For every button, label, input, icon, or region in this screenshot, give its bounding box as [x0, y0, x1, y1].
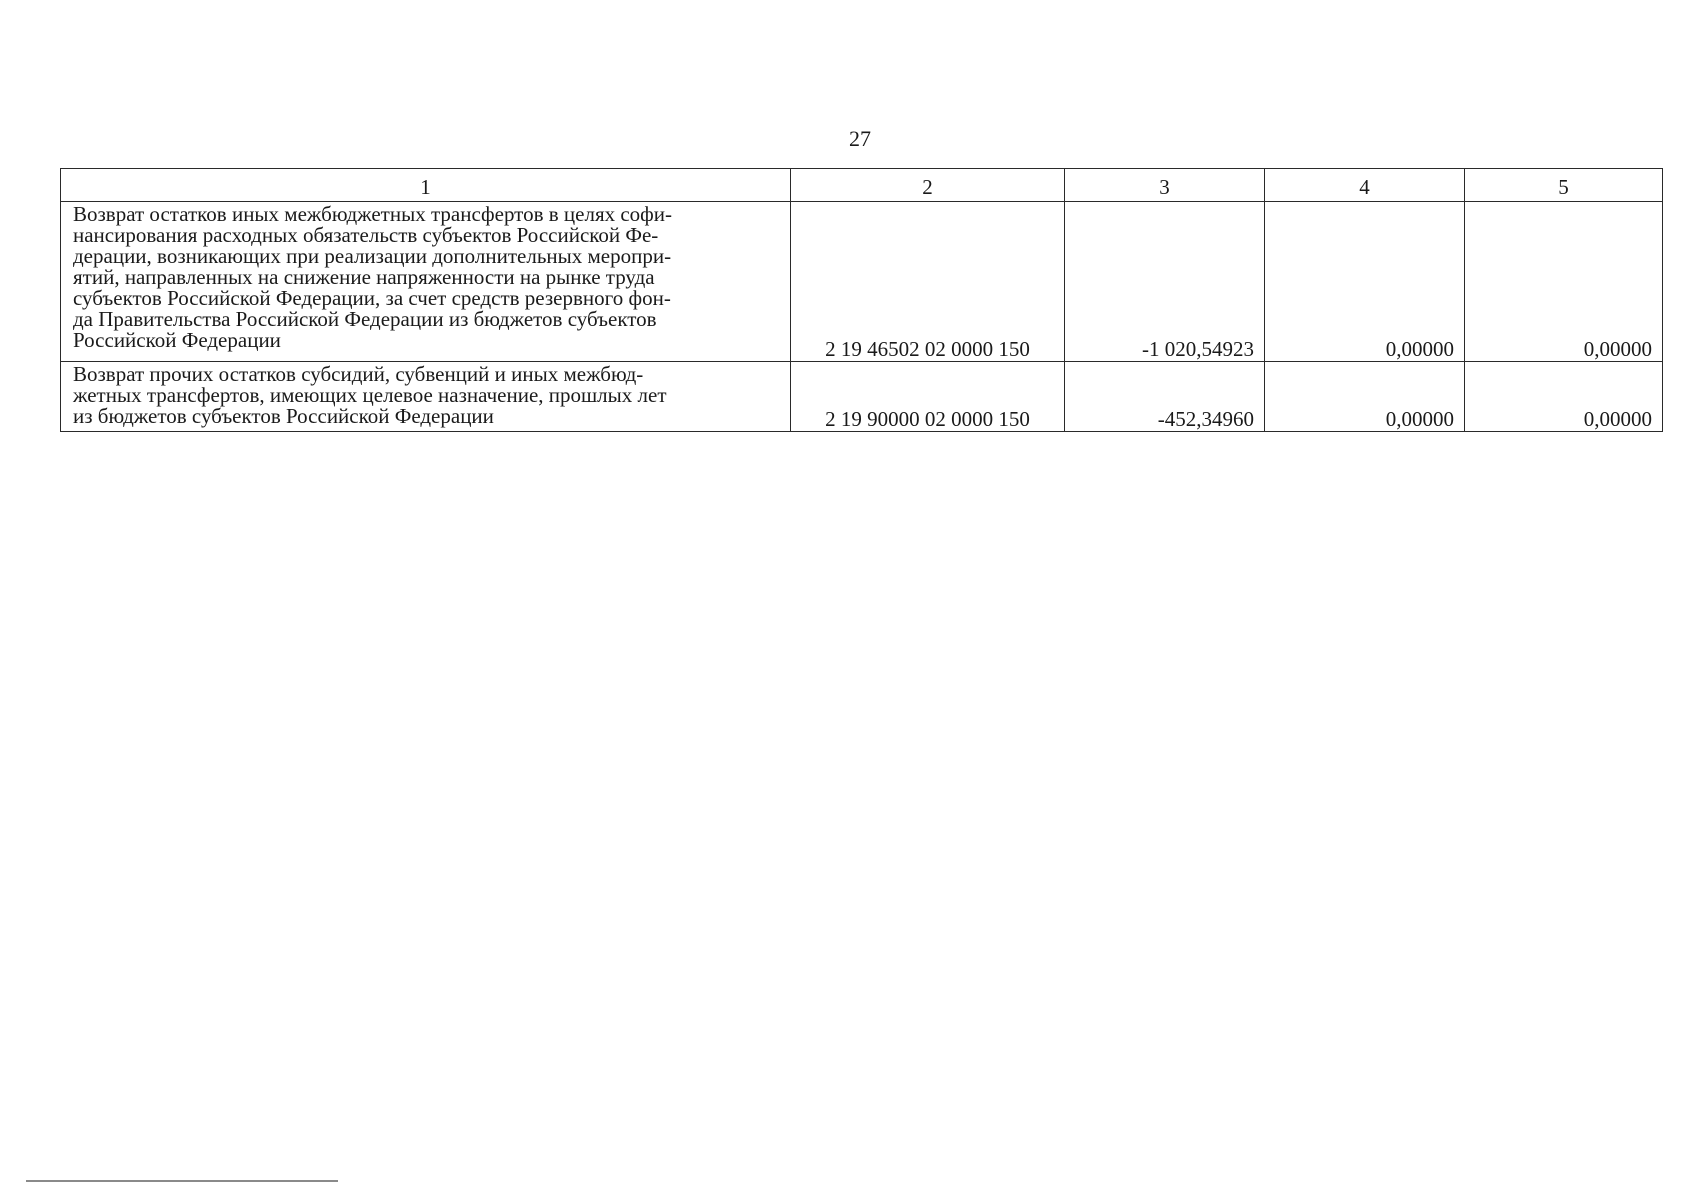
row-code-cell: 2 19 46502 02 0000 150 — [791, 202, 1065, 362]
row-name-line: дерации, возникающих при реализации дополнительных меропри- — [73, 244, 672, 268]
table-row — [61, 362, 1663, 432]
row-name-cell — [61, 202, 791, 362]
row-col5-cell: 0,00000 — [1465, 202, 1663, 362]
row-name-line: ятий, направленных на снижение напряженности на рынке труда — [73, 265, 655, 289]
row-name-line: из бюджетов субъектов Российской Федерации — [73, 404, 494, 428]
column-header-1: 1 — [61, 169, 791, 202]
footer-rule — [26, 1180, 338, 1182]
column-header-3: 3 — [1065, 169, 1265, 202]
row-col4-cell: 0,00000 — [1265, 202, 1465, 362]
budget-table — [60, 168, 1663, 432]
row-code-cell: 2 19 90000 02 0000 150 — [791, 362, 1065, 432]
column-header-5: 5 — [1465, 169, 1663, 202]
row-name-line: Возврат прочих остатков субсидий, субвенций и иных межбюд- — [73, 362, 644, 386]
row-name-line: нансирования расходных обязательств субъектов Российской Фе- — [73, 223, 659, 247]
row-name-line: да Правительства Российской Федерации из бюджетов субъектов — [73, 307, 657, 331]
row-name-line: Возврат остатков иных межбюджетных трансфертов в целях софи- — [73, 202, 673, 226]
row-col3-cell: -452,34960 — [1065, 362, 1265, 432]
row-name-cell — [61, 362, 791, 432]
table-header-row — [61, 169, 1663, 202]
column-header-4: 4 — [1265, 169, 1465, 202]
row-col4-cell: 0,00000 — [1265, 362, 1465, 432]
row-name-line: Российской Федерации — [73, 328, 281, 352]
row-name-line: жетных трансфертов, имеющих целевое назначение, прошлых лет — [73, 383, 667, 407]
row-col3-cell: -1 020,54923 — [1065, 202, 1265, 362]
page-number: 27 — [849, 126, 871, 151]
row-col5-cell: 0,00000 — [1465, 362, 1663, 432]
column-header-2: 2 — [791, 169, 1065, 202]
table-row — [61, 202, 1663, 362]
row-name-line: субъектов Российской Федерации, за счет средств резервного фон- — [73, 286, 671, 310]
